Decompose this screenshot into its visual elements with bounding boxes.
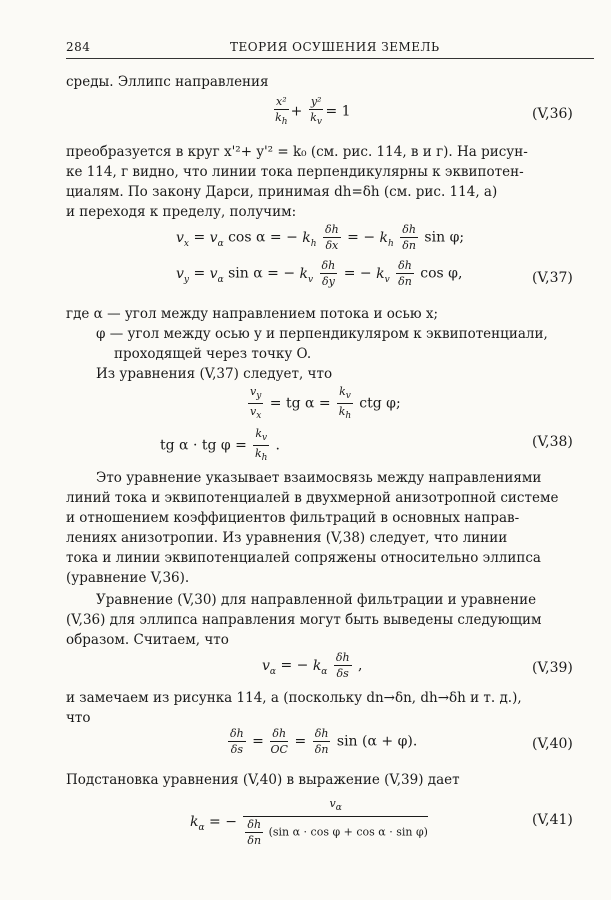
text-line: линий тока и эквипотенциалей в двухмерной анизотропной системе	[66, 490, 559, 506]
equation-v41: $k_\alpha$ = − $v_\alpha$ $\frac{\delta h}{\delta n}$ (sin α · cos φ + cos α · sin φ)	[190, 797, 428, 848]
equation-number: (V,37)	[532, 270, 573, 286]
page-number: 284	[66, 40, 91, 54]
equation-v39: $v_\alpha$ = − $k_\alpha$ $\frac{\delta h}{\delta s}$ ,	[262, 651, 363, 680]
text-line: Из уравнения (V,37) следует, что	[96, 366, 333, 382]
text-line: тока и линии эквипотенциалей сопряжены относительно эллипса	[66, 550, 541, 566]
text-line: преобразуется в круг x'²+ y'² = k₀ (см. рис. 114, в и г). На рисун-	[66, 144, 528, 160]
text-line: и отношением коэффициентов фильтраций в основных направ-	[66, 510, 520, 526]
text-line: Это уравнение указывает взаимосвязь между направлениями	[96, 470, 542, 486]
equation-number: (V,38)	[532, 434, 573, 450]
text-line: что	[66, 710, 91, 726]
equation-number: (V,36)	[532, 106, 573, 122]
text-line: φ — угол между осью y и перпендикуляром к эквипотенциали,	[96, 326, 548, 342]
text-line: образом. Считаем, что	[66, 632, 229, 648]
equation-v36: $\frac{\text{x²}}{k_h}$ + $\frac{\text{y²}}{k_v}$ = 1	[275, 95, 351, 128]
text-line: (V,36) для эллипса направления могут быть выведены следующим	[66, 612, 542, 628]
text-line: Подстановка уравнения (V,40) в выражение (V,39) дает	[66, 772, 460, 788]
equation-number: (V,40)	[532, 736, 573, 752]
equation-v38a: $\frac{v_y}{v_x}$ = tg α = $\frac{k_v}{k_h}$ ctg φ;	[250, 385, 401, 422]
equation-number: (V,41)	[532, 812, 573, 828]
text-line: лениях анизотропии. Из уравнения (V,38) следует, что линии	[66, 530, 508, 546]
text-line: ке 114, г видно, что линии тока перпендикулярны к эквипотен-	[66, 164, 524, 180]
text-line: проходящей через точку O.	[114, 346, 312, 362]
header-rule	[66, 58, 594, 59]
text-line: и переходя к пределу, получим:	[66, 204, 297, 220]
text-line: Уравнение (V,30) для направленной фильтрации и уравнение	[96, 592, 537, 608]
text-line: циалям. По закону Дарси, принимая dh=δh (см. рис. 114, а)	[66, 184, 498, 200]
text-line: где α — угол между направлением потока и осью x;	[66, 306, 439, 322]
equation-v37b: $v_y = v_\alpha$ sin α = − $k_v$ $\frac{\delta h}{\delta y}$ = − $k_v$ $\frac{\delta h}{\delta n}$ cos φ,	[176, 259, 463, 288]
chapter-title: ТЕОРИЯ ОСУШЕНИЯ ЗЕМЕЛЬ	[230, 40, 440, 54]
equation-v37a: $v_x = v_\alpha$ cos α = − $k_h$ $\frac{\delta h}{\delta x}$ = − $k_h$ $\frac{\delta h}{\delta n}$ sin φ;	[176, 223, 465, 252]
equation-v40: $\frac{\delta h}{\delta s}$ = $\frac{\delta h}{OC}$ = $\frac{\delta h}{\delta n}$ sin (α + φ).	[230, 727, 418, 756]
equation-number: (V,39)	[532, 660, 573, 676]
text-line: среды. Эллипс направления	[66, 74, 269, 90]
text-line: (уравнение V,36).	[66, 570, 190, 586]
text-line: и замечаем из рисунка 114, а (поскольку dn→δn, dh→δh и т. д.),	[66, 690, 522, 706]
equation-v38b: tg α · tg φ = $\frac{k_v}{k_h}$ .	[160, 427, 280, 464]
